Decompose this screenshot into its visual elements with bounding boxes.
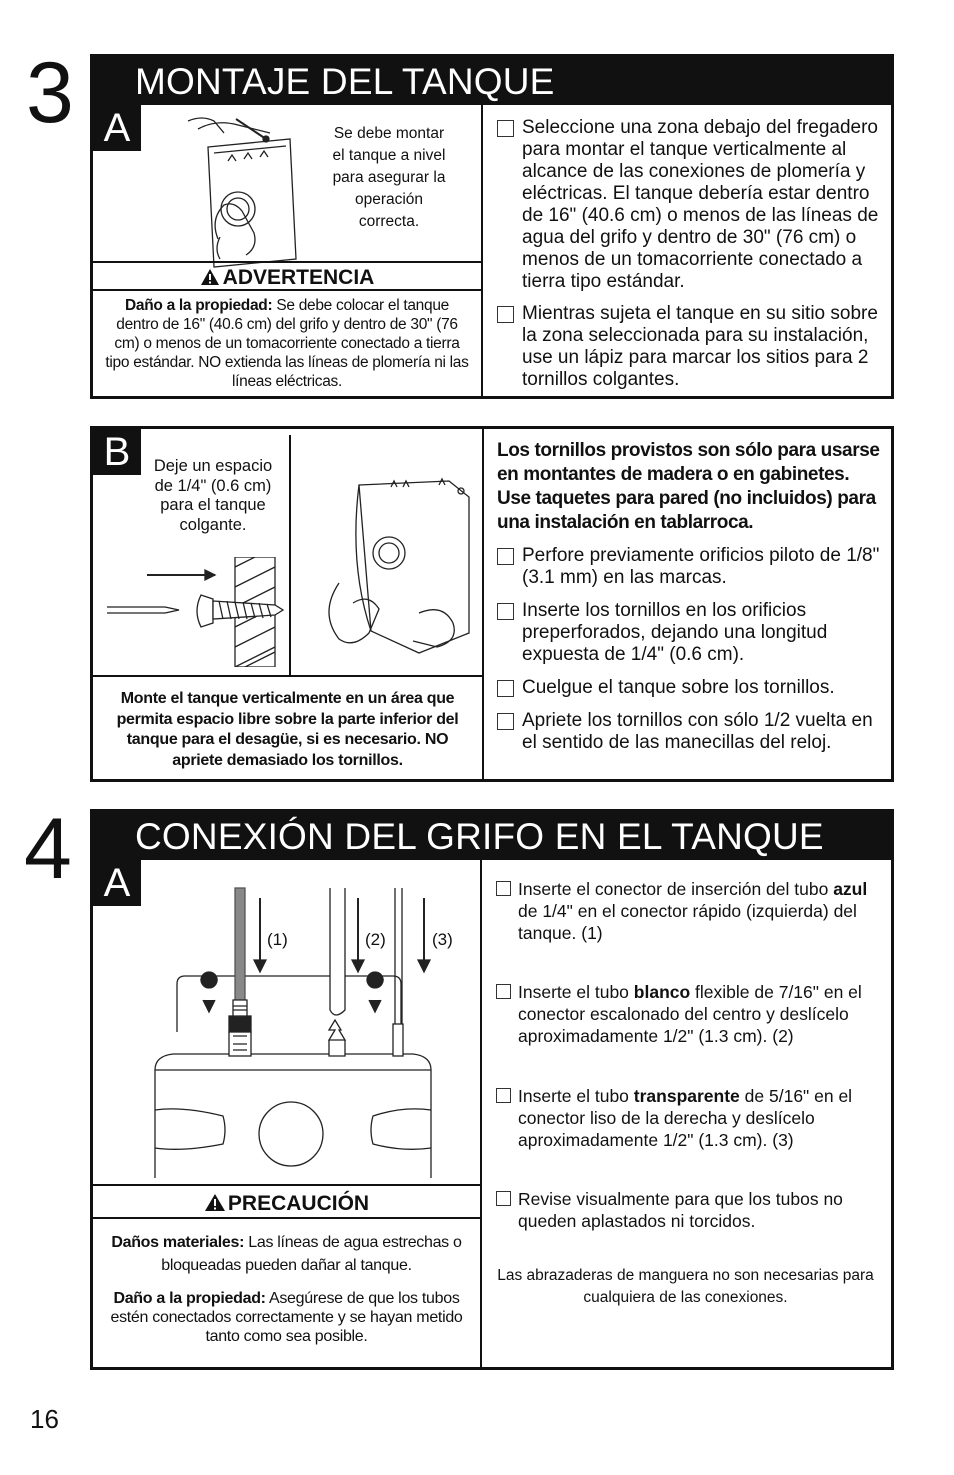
caution-header: [93, 1184, 480, 1219]
checklist-item: [497, 710, 885, 754]
checkbox-icon[interactable]: [497, 603, 514, 620]
checklist-item: [497, 545, 885, 589]
step3b-letter: B: [93, 429, 141, 475]
checkbox-icon[interactable]: [496, 984, 511, 999]
step3a-left-column: [93, 105, 483, 396]
caution-text-2: [93, 1277, 480, 1346]
step-number-3: 3: [26, 45, 74, 141]
page-number: 16: [30, 1404, 59, 1434]
checklist-text: Perfore previamente orificios piloto de 1/8" (3.1 mm) en las marcas.: [522, 545, 880, 588]
checkbox-icon[interactable]: [496, 1191, 511, 1206]
step4-title: CONEXIÓN DEL GRIFO EN EL TANQUE: [93, 812, 891, 860]
tube-connection-illustration: [93, 860, 480, 1180]
caution-lead-2: Daño a la propiedad:: [113, 1290, 266, 1307]
screw-usage-note: Los tornillos provistos son sólo para usarse en montantes de madera o en gabinetes. Use taquetes para pared (no incluidos) para una instalación en tablarroca.: [497, 440, 880, 533]
checklist-text: Seleccione una zona debajo del fregadero para montar el tanque verticalmente al alcance de las conexiones de plomería y eléctricas. El tanque debería estar dentro de 16" (40.6 cm) o menos de las líneas de agua del grifo y dentro de 30" (76 cm) o menos de un tomacorriente conectado a tierra tipo estándar.: [522, 117, 879, 292]
checklist-text: Apriete los tornillos con sólo 1/2 vuelta en el sentido de las manecillas del reloj.: [522, 710, 873, 753]
step4a-letter: A: [93, 860, 141, 906]
step3-title: MONTAJE DEL TANQUE: [93, 57, 891, 105]
checklist-text: Revise visualmente para que los tubos no queden aplastados ni torcidos.: [518, 1189, 843, 1231]
checkbox-icon[interactable]: [497, 680, 514, 697]
checklist-item: [497, 303, 885, 391]
checklist-item: [496, 981, 881, 1047]
warning-title: ADVERTENCIA: [222, 266, 375, 289]
warning-triangle-icon: [200, 268, 220, 286]
mounting-note-text: Monte el tanque verticalmente en un área que permita espacio libre sobre la parte inferior del tanque para el desagüe, si es necesario. NO apriete demasiado los tornillos.: [116, 690, 459, 769]
checkbox-icon[interactable]: [497, 713, 514, 730]
checklist-item: [496, 1188, 881, 1232]
step-number-4: 4: [24, 801, 72, 897]
checkbox-icon[interactable]: [497, 548, 514, 565]
checkbox-icon[interactable]: [497, 306, 514, 323]
caution-body-1: Las líneas de agua estrechas o bloqueadas pueden dañar al tanque.: [161, 1234, 462, 1274]
warning-text: [93, 291, 481, 391]
caution-lead-1: Daños materiales:: [111, 1234, 245, 1251]
checklist-text: Inserte el conector de inserción del tubo azul de 1/4" en el conector rápido (izquierda) del tanque. (1): [518, 879, 868, 943]
warning-triangle-icon: [204, 1193, 226, 1212]
step3-section-a: [90, 54, 894, 399]
mounting-note: [93, 675, 482, 779]
warning-body: Se debe colocar el tanque dentro de 16" (40.6 cm) del grifo y dentro de 30" (76 cm) o menos de un tomacorriente conectado a tierra tipo estándar. NO extienda las líneas de plomería ni las líneas eléctricas.: [105, 297, 469, 390]
checklist-text: Cuelgue el tanque sobre los tornillos.: [522, 677, 835, 698]
step3a-right-column: [485, 105, 891, 396]
step4-section-a: [90, 809, 894, 1370]
checklist-item: [497, 117, 885, 293]
checklist-item: [496, 878, 881, 944]
tube-label-3: (3): [432, 930, 453, 949]
checkbox-icon[interactable]: [497, 120, 514, 137]
checklist-item: [497, 600, 885, 666]
level-caption: Se debe montar el tanque a nivel para asegurar la operación correcta.: [332, 125, 446, 230]
hang-tank-illustration: [299, 463, 479, 673]
step3b-left-column: [93, 429, 484, 779]
step4a-left-column: [93, 860, 482, 1367]
checkbox-icon[interactable]: [496, 881, 511, 896]
step4a-right-column: [482, 860, 891, 1367]
step3-section-b: [90, 426, 894, 782]
warning-header: [93, 261, 481, 291]
checklist-text: Inserte el tubo transparente de 5/16" en el conector liso de la derecha y deslícelo aproximadamente 1/2" (1.3 cm). (3): [518, 1086, 853, 1150]
step3a-letter: A: [93, 105, 141, 151]
checklist-text: Inserte el tubo blanco flexible de 7/16" en el conector escalonado del centro y deslícelo aproximadamente 1/2" (1.3 cm). (2): [518, 982, 862, 1046]
caution-body-2: Asegúrese de que los tubos estén conectados correctamente y se hayan metido tanto como sea posible.: [110, 1290, 463, 1345]
caution-text-1: [93, 1219, 480, 1277]
tank-level-illustration: [178, 109, 328, 269]
caution-title: PRECAUCIÓN: [227, 1192, 370, 1215]
checklist-text: Inserte los tornillos en los orificios preperforados, dejando una longitud expuesta de 1/4" (0.6 cm).: [522, 600, 828, 665]
screw-wall-illustration: [105, 557, 285, 667]
checkbox-icon[interactable]: [496, 1088, 511, 1103]
screw-caption: Deje un espacio de 1/4" (0.6 cm) para el tanque colgante.: [153, 457, 273, 534]
checklist-item: [497, 677, 885, 699]
warning-lead: Daño a la propiedad:: [125, 297, 273, 314]
tube-label-2: (2): [365, 930, 386, 949]
step3b-right-column: [485, 429, 891, 779]
tube-label-1: (1): [267, 930, 288, 949]
checklist-text: Mientras sujeta el tanque en su sitio sobre la zona seleccionada para su instalación, use un lápiz para marcar los sitios para 2 tornillos colgantes.: [522, 303, 878, 390]
hose-clamp-note: Las abrazaderas de manguera no son necesarias para cualquiera de las conexiones.: [497, 1267, 874, 1306]
checklist-item: [496, 1085, 881, 1151]
